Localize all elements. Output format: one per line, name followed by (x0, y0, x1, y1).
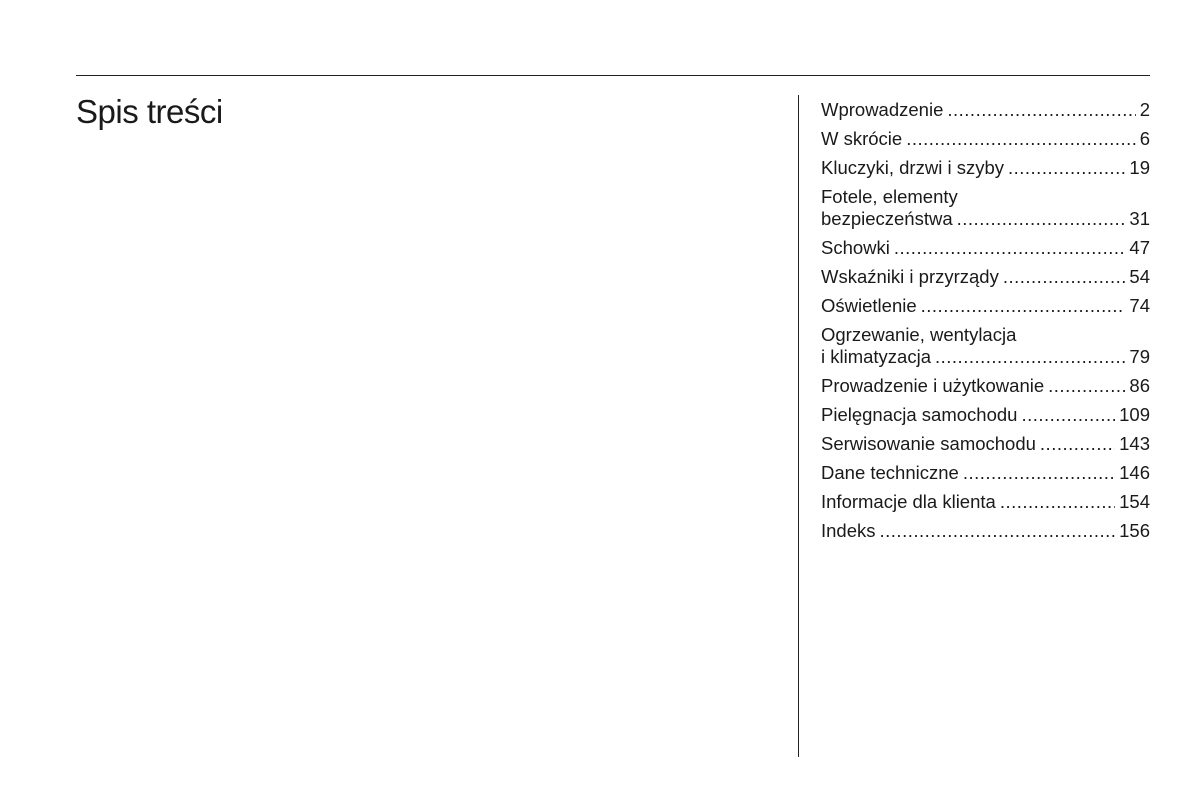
toc-leader-dots (880, 520, 1116, 543)
toc-entry-ogrzewanie[interactable] (821, 324, 1150, 369)
header-rule (76, 75, 1150, 76)
toc-page-number: 143 (1119, 432, 1150, 454)
toc-entry-label: bezpieczeństwa (821, 208, 953, 230)
toc-entry-label: Dane techniczne (821, 461, 959, 483)
toc-entry-kluczyki[interactable] (821, 157, 1150, 180)
toc-page-number: 54 (1129, 265, 1150, 287)
toc-leader-dots (1003, 266, 1126, 289)
toc-page-number: 156 (1119, 519, 1150, 541)
toc-entry-label: Wskaźniki i przyrządy (821, 265, 999, 287)
toc-entry-label: Wprowadzenie (821, 99, 944, 120)
column-divider (798, 95, 799, 757)
toc-entry-label-first-line: Fotele, elementy (821, 185, 958, 207)
toc-entry-label: Oświetlenie (821, 294, 917, 316)
toc-entry-label: Pielęgnacja samochodu (821, 404, 1018, 426)
toc-entry-label: Informacje dla klienta (821, 490, 996, 512)
toc-page-number: 19 (1129, 156, 1150, 178)
toc-leader-dots (1000, 491, 1115, 514)
toc-leader-dots (894, 237, 1126, 260)
toc-entry-informacje[interactable] (821, 491, 1150, 514)
toc-entry-label: Kluczyki, drzwi i szyby (821, 156, 1004, 178)
toc-entry-label: Schowki (821, 237, 890, 259)
toc-page-number: 2 (1139, 99, 1150, 120)
toc-leader-dots (1008, 157, 1125, 180)
toc-entry-schowki[interactable] (821, 237, 1150, 260)
toc-page-number: 6 (1139, 127, 1150, 149)
toc-entry-w-skrocie[interactable] (821, 128, 1150, 151)
toc-entry-label: Serwisowanie samochodu (821, 432, 1036, 454)
toc-entry-label: Prowadzenie i użytkowanie (821, 375, 1045, 397)
toc-page-number: 79 (1129, 346, 1150, 368)
toc-page-number: 109 (1119, 404, 1150, 426)
toc-page-number: 146 (1119, 461, 1150, 483)
toc-leader-dots (1021, 404, 1115, 427)
toc-entry-label: Indeks (821, 519, 876, 541)
toc-entry-wskazniki[interactable] (821, 266, 1150, 289)
toc-entry-serwisowanie[interactable] (821, 433, 1150, 456)
toc-entry-dane-techniczne[interactable] (821, 462, 1150, 485)
toc-entry-label-first-line: Ogrzewanie, wentylacja (821, 323, 1017, 345)
toc-page-number: 74 (1129, 294, 1150, 316)
toc-leader-dots (963, 462, 1115, 485)
toc-entry-prowadzenie[interactable] (821, 375, 1150, 398)
toc-leader-dots (935, 346, 1125, 369)
toc-entry-label: i klimatyzacja (821, 346, 931, 368)
toc-leader-dots (921, 295, 1126, 318)
page-title: Spis treści (76, 93, 223, 130)
table-of-contents (821, 99, 1150, 548)
toc-entry-wprowadzenie[interactable] (821, 99, 1150, 122)
toc-page-number: 154 (1119, 490, 1150, 512)
toc-entry-pielegnacja[interactable] (821, 404, 1150, 427)
toc-page-number: 47 (1129, 237, 1150, 259)
toc-entry-label: W skrócie (821, 127, 903, 149)
toc-leader-dots (906, 128, 1136, 151)
toc-entry-oswietlenie[interactable] (821, 295, 1150, 318)
toc-entry-indeks[interactable] (821, 520, 1150, 543)
toc-leader-dots (1048, 375, 1125, 398)
toc-leader-dots (957, 208, 1126, 231)
toc-entry-fotele[interactable] (821, 186, 1150, 231)
toc-leader-dots (1040, 433, 1115, 456)
toc-page-number: 86 (1129, 375, 1150, 397)
toc-leader-dots (947, 99, 1135, 122)
toc-page-number: 31 (1129, 208, 1150, 230)
